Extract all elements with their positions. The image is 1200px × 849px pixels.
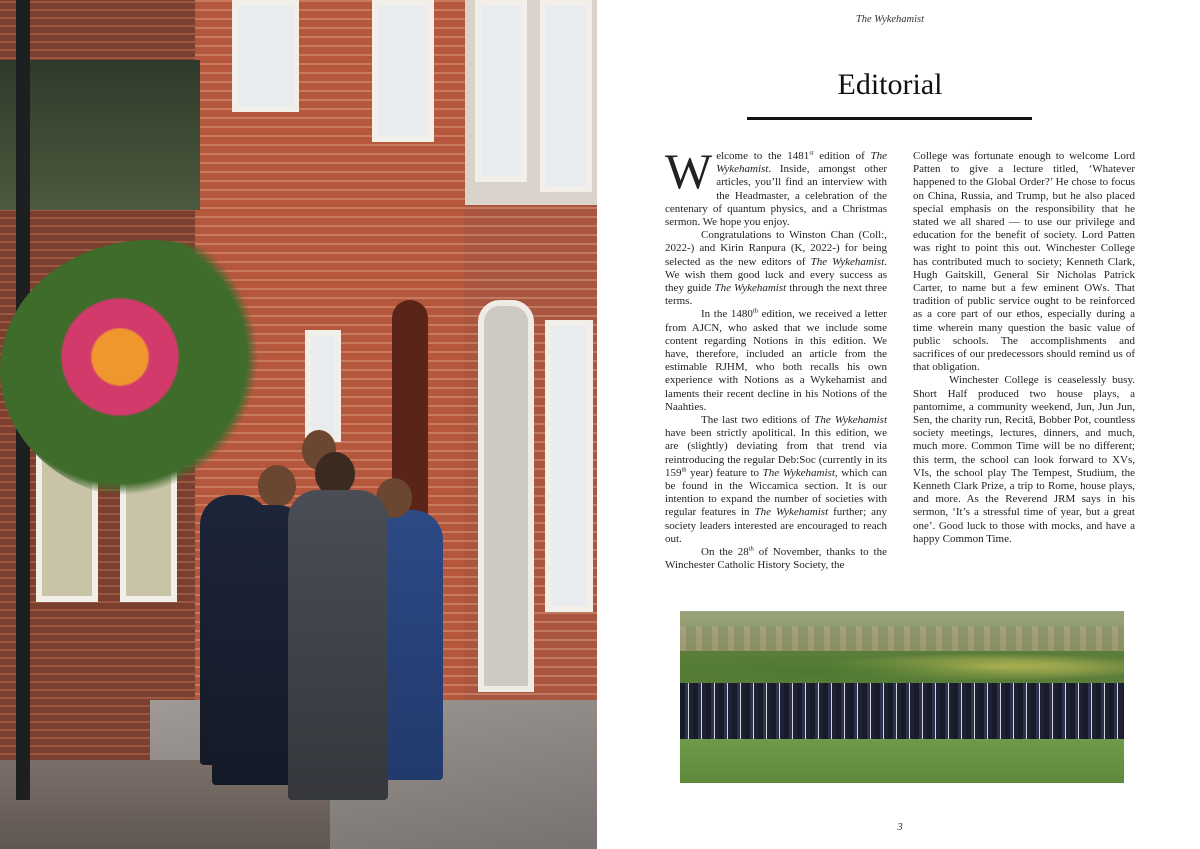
italic-text: The Wykehamist — [762, 466, 835, 479]
text-run: through the next three terms. — [665, 282, 887, 308]
text-run: College was fortunate enough to welcome Lord Patten to give a lecture titled, ‘Whatever happened to the Global Order?’ He chose to focus on China, Russia, and Trump, but he also placed special emphasis on the responsibility that he stated we all shared — to use our privilege and education for the benefit of society. Lord Patten was right to point this out. Winchester College has contributed much to society; Kenneth Clark, Hugh Gaitskill, General Sir Nicholas Patrick Carter, to name but a few eminent OWs. That tradition of public service ought to be reinforced as a core part of our ethos, especially during a time wherein many question the basic value of public schools. The accomplishments and sacrifices of our predecessors should remind us of that obligation. — [913, 150, 1135, 374]
italic-text: The Wykehamist — [810, 255, 885, 268]
text-run: edition, we received a letter from AJCN, who asked that we include some content regarding Notions in this edition. We have, therefore, included an article from the estimable RJHM, who both recalls his own experience with Notions as a Wykehamist and laments their recent decline in his Notions of the Naahties. — [665, 308, 887, 413]
text-run: , which can be found in the Wiccamica section. It is our intention to expand the number of societies with regular features in — [665, 466, 887, 519]
text-run: The last two editions of — [701, 414, 815, 427]
superscript: th — [748, 545, 754, 553]
italic-text: The Wykehamist — [714, 282, 787, 295]
text-run: Winchester College is ceaselessly busy. Short Half produced two house plays, a pantomime, a community weekend, Jun, Jun Jun, Sen, the charity run, Recitā, Bobber Pot, countless society meetings, lectures, dinners, and much, much more. Common Time will be no different; this term, the school can look forward to XVs, VIs, the school play The Tempest, Studium, the Kenneth Clark Prize, a trip to Rome, house plays, and more. As the Reverend JRM says in his sermon, ‘It’s a stressful time of year, but a great one’. Good luck to those with mocks, and have a happy Common Time. — [913, 374, 1135, 545]
running-header: The Wykehamist — [855, 14, 925, 25]
text-run: . We wish them good luck and every success as they guide — [665, 255, 888, 295]
paragraph — [665, 143, 887, 229]
text-run: elcome to the 1481 — [716, 150, 810, 162]
superscript: th — [681, 466, 687, 474]
text-run: . Inside, amongst other articles, you’ll find an interview with the Headmaster, a celebration of the centenary of quantum physics, and a Christmas sermon. We hope you enjoy. — [665, 163, 887, 229]
italic-text: The Wykehamist — [754, 506, 829, 519]
street-photo — [0, 0, 597, 849]
text-run: In the 1480 — [701, 308, 753, 321]
text-run: have been strictly apolitical. In this edition, we are (slightly) deviating from that trend via reintroducing the regular Deb:Soc (currently in its 159 — [665, 427, 887, 479]
text-run: edition of — [813, 150, 871, 162]
page-number: 3 — [897, 821, 903, 833]
article-column-2 — [913, 150, 1135, 546]
text-run: On the 28 — [701, 546, 749, 559]
article-column-1 — [665, 143, 888, 573]
paragraph — [665, 229, 887, 308]
title-rule — [747, 117, 1032, 120]
text-run: Congratulations to Winston Chan (Coll:, 2022-) and Kirin Ranpura (K, 2022-) for being selected as the new editors of — [665, 229, 887, 268]
superscript: st — [809, 149, 814, 157]
assembly-photo — [680, 611, 1124, 783]
paragraph — [665, 308, 887, 414]
paragraph — [665, 546, 887, 572]
paragraph — [665, 414, 887, 546]
italic-text: The Wykehamist — [716, 150, 887, 176]
paragraph — [913, 150, 1135, 374]
text-run: year) feature to — [686, 466, 763, 479]
paragraph — [913, 374, 1135, 546]
page-title: Editorial — [837, 68, 943, 101]
italic-text: The Wykehamist — [814, 414, 887, 427]
drop-cap: W — [665, 143, 713, 199]
superscript: th — [752, 307, 758, 315]
text-run: further; any society leaders interested are encouraged to reach out. — [665, 506, 887, 545]
text-run: of November, thanks to the Winchester Catholic History Society, the — [665, 546, 887, 572]
